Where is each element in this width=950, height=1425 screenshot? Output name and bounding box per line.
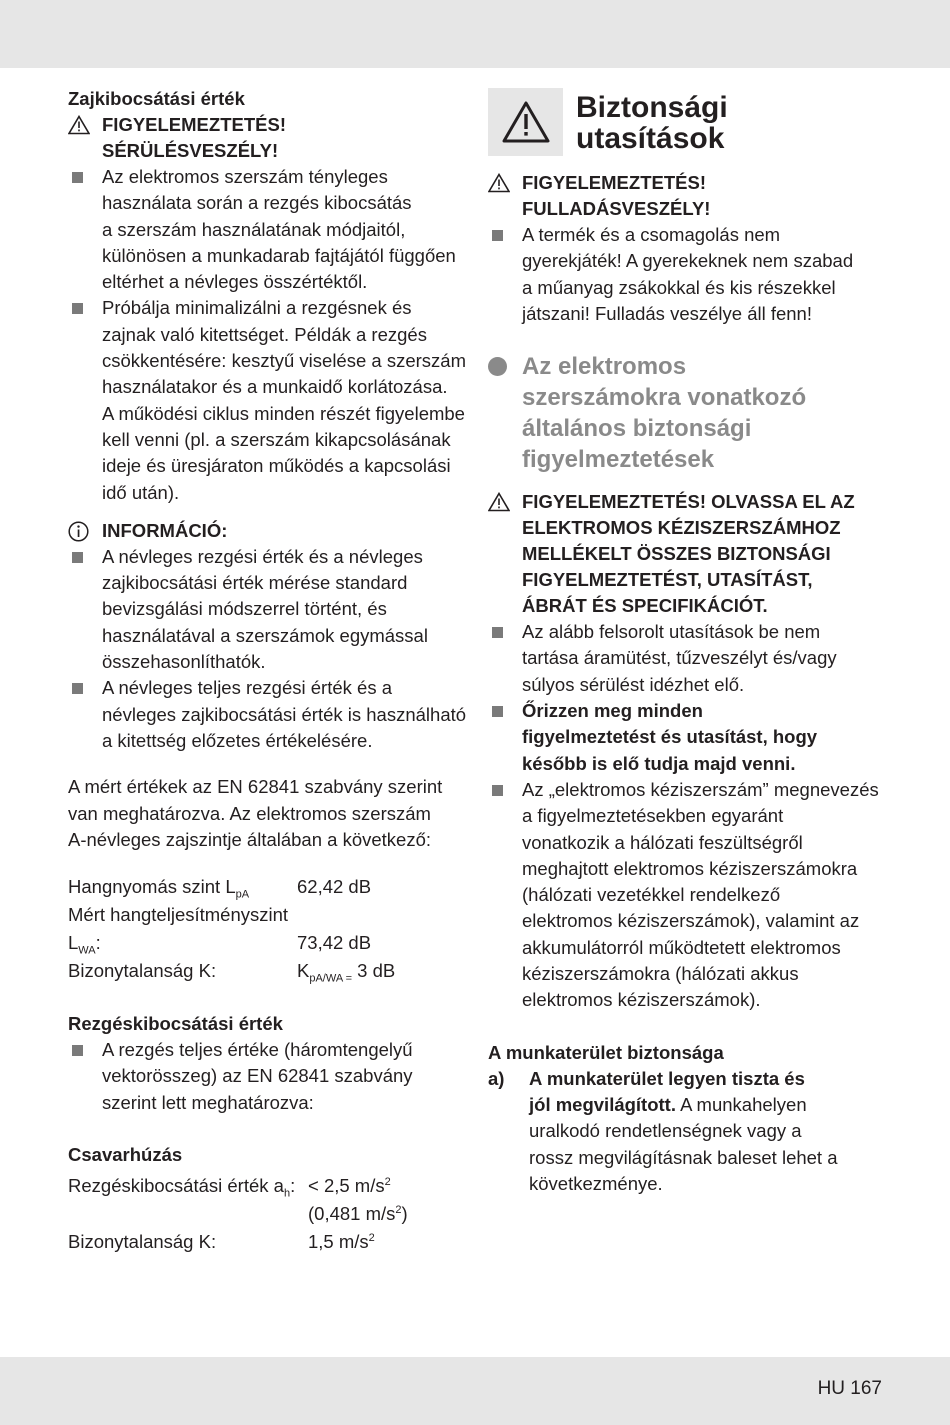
text-line: uralkodó rendetlenségnek vagy a (529, 1120, 802, 1142)
page-number: HU 167 (817, 1378, 882, 1399)
text-line: elektromos kéziszerszámok), valamint az (522, 910, 860, 932)
text-line: Próbálja minimalizálni a rezgésnek és (102, 297, 412, 319)
text-line: meghajtott elektromos kéziszerszámokra (522, 857, 858, 879)
text-line: A névleges teljes rezgési érték és a (102, 677, 392, 699)
table-row (68, 957, 395, 985)
text-line: jól megvilágított. A munkahelyen (529, 1093, 807, 1115)
subsection-heading (488, 351, 883, 475)
circle-bullet-icon (488, 357, 507, 376)
text-line: használata során a rezgés kibocsátás (102, 192, 412, 214)
table-row (68, 929, 395, 957)
info-title: INFORMÁCIÓ: (102, 519, 228, 541)
section-title-line: Biztonsági (576, 91, 728, 124)
square-bullet-icon (72, 1045, 83, 1056)
table-row (68, 1200, 408, 1228)
bottom-margin-band (0, 1357, 950, 1425)
square-bullet-icon (492, 230, 503, 241)
left-column (68, 86, 468, 1256)
bullet-list (488, 222, 883, 327)
text-line: kéziszerszámokra (hálózati akkus (522, 963, 799, 985)
screwdriving-heading: Csavarhúzás (68, 1144, 183, 1166)
work-area-heading: A munkaterület biztonsága (488, 1041, 724, 1063)
label-cell: Hangnyomás szint $L_{pA}$ (68, 876, 250, 901)
text-line: a figyelmeztetésekben egyaránt (522, 805, 784, 827)
text-line: összehasonlíthatók. (102, 651, 266, 673)
text-line: csökkentésére: kesztyű viselése a szerszám (102, 350, 466, 372)
info-note (68, 518, 468, 544)
list-item (68, 1037, 468, 1116)
warning-text: FIGYELMEZTETÉST, UTASÍTÁST, (522, 569, 813, 591)
subsection-line: szerszámokra vonatkozó (522, 384, 807, 412)
text-line: A névleges rezgési érték és a névleges (102, 545, 423, 567)
label-cell: Mért hangteljesítményszint (68, 904, 289, 926)
value-cell: 62,42 dB (297, 876, 372, 898)
subsection-line: általános biztonsági (522, 415, 752, 443)
text-line: kell venni (pl. a szerszám kikapcsolásának (102, 428, 451, 450)
text-line: A termék és a csomagolás nem (522, 224, 781, 245)
warning-text: SÉRÜLÉSVESZÉLY! (102, 140, 279, 161)
warning-text: MELLÉKELT ÖSSZES BIZTONSÁGI (522, 543, 831, 565)
list-item (68, 295, 468, 505)
text-line: rossz megvilágításnak baleset lehet a (529, 1146, 838, 1168)
text-line: használatával a szerszámok egymással (102, 624, 428, 646)
text-line: vektorösszeg) az EN 62841 szabvány (102, 1065, 413, 1087)
bullet-list (488, 619, 883, 1013)
text-line: ideje és üresjáraton működés a kapcsolási (102, 455, 451, 477)
text-line: a szerszám használatának módjaitól, (102, 218, 406, 240)
warning-triangle-icon (488, 88, 563, 156)
text-line: figyelmeztetést és utasítást, hogy (522, 726, 818, 748)
text-line: súlyos sérülést idézhet elő. (522, 673, 745, 695)
text-line: következménye. (529, 1172, 663, 1194)
label-cell: Bizonytalanság K: (68, 1231, 217, 1253)
value-cell: < 2,5 $m/s^2$ (308, 1175, 391, 1197)
warning-text: FIGYELEMEZTETÉS! OLVASSA EL AZ (522, 491, 855, 513)
label-cell: Bizonytalanság K: (68, 960, 217, 982)
label-cell (68, 1200, 308, 1228)
warning-text: FIGYELEMEZTETÉS! (102, 114, 286, 135)
text-line: szerint lett meghatározva: (102, 1091, 314, 1113)
text-line: A rezgés teljes értéke (háromtengelyű (102, 1039, 413, 1061)
list-item (488, 777, 883, 1014)
text-line: vonatkozik a hálózati feszültségről (522, 831, 803, 853)
text-line: zajkibocsátási érték mérése standard (102, 572, 408, 594)
warning-suffocation (488, 170, 883, 222)
label-cell: Rezgéskibocsátási érték $a_h$: (68, 1175, 296, 1200)
list-item (68, 675, 468, 754)
text-line: játszani! Fulladás veszélye áll fenn! (522, 302, 812, 324)
square-bullet-icon (492, 706, 503, 717)
text-line: tartása áramütést, tűzveszélyt és/vagy (522, 647, 837, 669)
table-row (68, 901, 395, 929)
square-bullet-icon (72, 552, 83, 563)
item-label: a) (488, 1067, 505, 1089)
subsection-line: figyelmeztetések (522, 446, 715, 474)
text-line: a kitettség előzetes értékelésére. (102, 729, 373, 751)
paragraph (68, 774, 468, 853)
text-line: bevizsgálási módszerrel történt, és (102, 598, 387, 620)
value-cell: 1,5 $m/s^2$ (308, 1231, 375, 1253)
text-line: Az elektromos szerszám tényleges (102, 166, 388, 187)
text-line: Őrizzen meg minden (522, 700, 703, 722)
list-item (488, 222, 883, 327)
vibration-values-table (68, 1172, 408, 1256)
warning-text: FULLADÁSVESZÉLY! (522, 198, 711, 219)
value-cell: (0,481 $m/s^2$) (308, 1203, 408, 1225)
text-line: különösen a munkadarab fajtájától függően (102, 244, 456, 266)
text-line: Az alább felsorolt utasítások be nem (522, 621, 821, 643)
text-line: A-névleges zajszintje általában a következő: (68, 828, 432, 850)
text-line: zajnak való kitettséget. Példák a rezgés (102, 323, 427, 345)
vibration-heading: Rezgéskibocsátási érték (68, 1013, 283, 1035)
text-line: használatakor és a munkaidő korlátozása. (102, 376, 448, 398)
value-cell: 73,42 dB (297, 932, 372, 954)
warning-text: FIGYELEMEZTETÉS! (522, 172, 706, 193)
square-bullet-icon (492, 627, 503, 638)
table-row (68, 1172, 408, 1200)
list-item (488, 698, 883, 777)
square-bullet-icon (72, 683, 83, 694)
warning-triangle-icon (68, 112, 102, 135)
text-line: Az „elektromos kéziszerszám” megnevezés (522, 778, 879, 800)
square-bullet-icon (72, 303, 83, 314)
warning-text: ELEKTROMOS KÉZISZERSZÁMHOZ (522, 517, 841, 539)
warning-text: ÁBRÁT ÉS SPECIFIKÁCIÓT. (522, 595, 768, 617)
square-bullet-icon (492, 785, 503, 796)
noise-emission-heading: Zajkibocsátási érték (68, 88, 245, 109)
bullet-list (68, 1037, 468, 1116)
text-line: A működési ciklus minden részét figyelembe (102, 402, 465, 424)
table-row (68, 1228, 408, 1256)
noise-values-table (68, 873, 395, 985)
bullet-list (68, 164, 468, 506)
list-item (488, 619, 883, 698)
section-title (488, 88, 883, 156)
bullet-list (68, 544, 468, 754)
text-line: A mért értékek az EN 62841 szabvány szerint (68, 776, 443, 798)
warning-triangle-icon (488, 170, 522, 193)
list-item (488, 1066, 883, 1197)
text-line: akkumulátorról működtetett elektromos (522, 936, 841, 958)
subsection-line: Az elektromos (522, 353, 687, 381)
list-item (68, 164, 468, 295)
warning-triangle-icon (488, 489, 522, 512)
list-item (68, 544, 468, 675)
warning-read-all (488, 489, 883, 619)
text-line: a műanyag zsákokkal és kis részekkel (522, 276, 836, 298)
info-circle-icon (68, 518, 102, 542)
text-line: elektromos kéziszerszámok). (522, 989, 761, 1011)
warning-injury (68, 112, 468, 164)
text-line: gyerekjáték! A gyerekeknek nem szabad (522, 250, 854, 272)
square-bullet-icon (72, 172, 83, 183)
right-column (488, 88, 883, 1197)
value-cell: $K_{pA/WA =}$ 3 dB (297, 960, 396, 985)
label-cell: $L_{WA}$: (68, 932, 101, 957)
top-margin-band (0, 0, 950, 68)
text-line: később is elő tudja majd venni. (522, 752, 796, 774)
text-line: eltérhet a névleges összértéktől. (102, 271, 368, 293)
text-line: idő után). (102, 481, 180, 503)
text-line: van meghatározva. Az elektromos szerszám (68, 802, 431, 824)
section-title-line: utasítások (576, 122, 725, 155)
text-line: A munkaterület legyen tiszta és (529, 1067, 805, 1089)
text-line: névleges zajkibocsátási érték is használható (102, 703, 467, 725)
table-row (68, 873, 395, 901)
text-line: (hálózati vezetékkel rendelkező (522, 884, 781, 906)
